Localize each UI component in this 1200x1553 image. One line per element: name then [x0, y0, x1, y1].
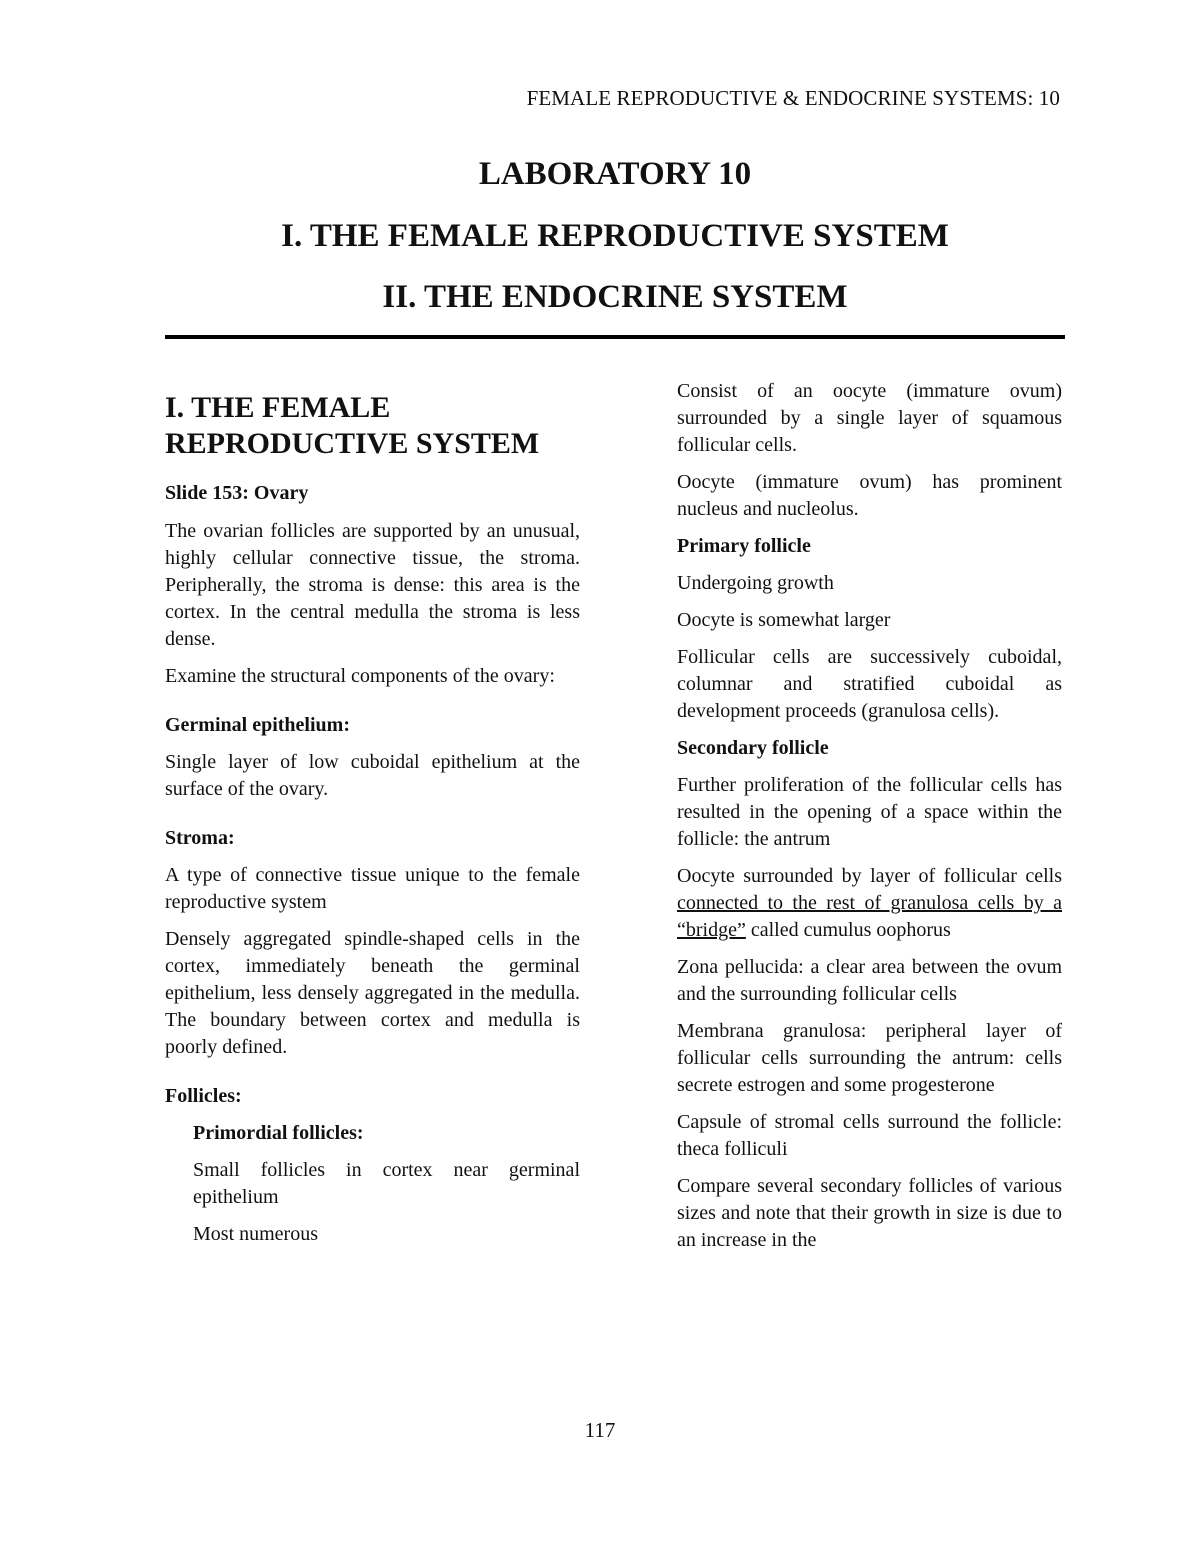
primordial-text-2: Most numerous — [193, 1223, 318, 1245]
secondary-text-2-pre: Oocyte surrounded by layer of follicular cells — [677, 865, 1062, 887]
germinal-heading: Germinal epithelium: — [165, 714, 350, 736]
primary-follicle-heading: Primary follicle — [677, 535, 811, 557]
primordial-description: Consist of an oocyte (immature ovum) surrounded by a single layer of squamous follicular cells. — [677, 380, 1062, 456]
stroma-text-1: A type of connective tissue unique to the female reproductive system — [165, 864, 580, 913]
primary-text-1: Undergoing growth — [677, 572, 834, 594]
examine-paragraph: Examine the structural components of the ovary: — [165, 665, 555, 687]
right-column — [677, 378, 1062, 1264]
slide-heading: Slide 153: Ovary — [165, 482, 309, 504]
compare-text: Compare several secondary follicles of various sizes and note that their growth in size is due to an increase in the — [677, 1175, 1062, 1251]
page-number: 117 — [584, 1418, 616, 1442]
left-column — [165, 378, 580, 1258]
primordial-block — [165, 1120, 580, 1248]
primordial-heading: Primordial follicles: — [193, 1122, 364, 1144]
capsule-text: Capsule of stromal cells surround the follicle: theca folliculi — [677, 1111, 1062, 1160]
primordial-text-1: Small follicles in cortex near germinal epithelium — [193, 1159, 580, 1208]
stroma-heading: Stroma: — [165, 827, 235, 849]
follicles-heading: Follicles: — [165, 1085, 242, 1107]
primary-text-2: Oocyte is somewhat larger — [677, 609, 891, 631]
oocyte-description: Oocyte (immature ovum) has prominent nucleus and nucleolus. — [677, 471, 1062, 520]
primary-text-3: Follicular cells are successively cuboidal, columnar and stratified cuboidal as development proceeds (granulosa cells). — [677, 646, 1062, 722]
section-heading: I. THE FEMALE REPRODUCTIVE SYSTEM — [165, 391, 540, 460]
stroma-text-2: Densely aggregated spindle-shaped cells in the cortex, immediately beneath the germinal epithelium, less densely aggregated in the medulla. The boundary between cortex and medulla is poorly defined. — [165, 928, 580, 1058]
secondary-follicle-heading: Secondary follicle — [677, 737, 829, 759]
secondary-text-2 — [677, 863, 1062, 944]
part2-title: II. THE ENDOCRINE SYSTEM — [382, 279, 848, 315]
zona-pellucida-text: Zona pellucida: a clear area between the ovum and the surrounding follicular cells — [677, 956, 1062, 1005]
germinal-text: Single layer of low cuboidal epithelium at the surface of the ovary. — [165, 751, 580, 800]
bridge-underlined-text: connected to the rest of granulosa cells by a “bridge” — [677, 892, 1062, 941]
intro-paragraph: The ovarian follicles are supported by an unusual, highly cellular connective tissue, the stroma. Peripherally, the stroma is dense: this area is the cortex. In the central medulla the stroma is less dense. — [165, 520, 580, 650]
secondary-text-2-post: called cumulus oophorus — [745, 919, 951, 941]
lab-title: LABORATORY 10 — [478, 156, 752, 192]
membrana-granulosa-text: Membrana granulosa: peripheral layer of follicular cells surrounding the antrum: cells secrete estrogen and some progesterone — [677, 1020, 1062, 1096]
title-divider — [165, 335, 1065, 339]
running-header: FEMALE REPRODUCTIVE & ENDOCRINE SYSTEMS: 10 — [526, 86, 1060, 110]
part1-title: I. THE FEMALE REPRODUCTIVE SYSTEM — [281, 218, 949, 254]
secondary-text-1: Further proliferation of the follicular cells has resulted in the opening of a space within the follicle: the antrum — [677, 774, 1062, 850]
